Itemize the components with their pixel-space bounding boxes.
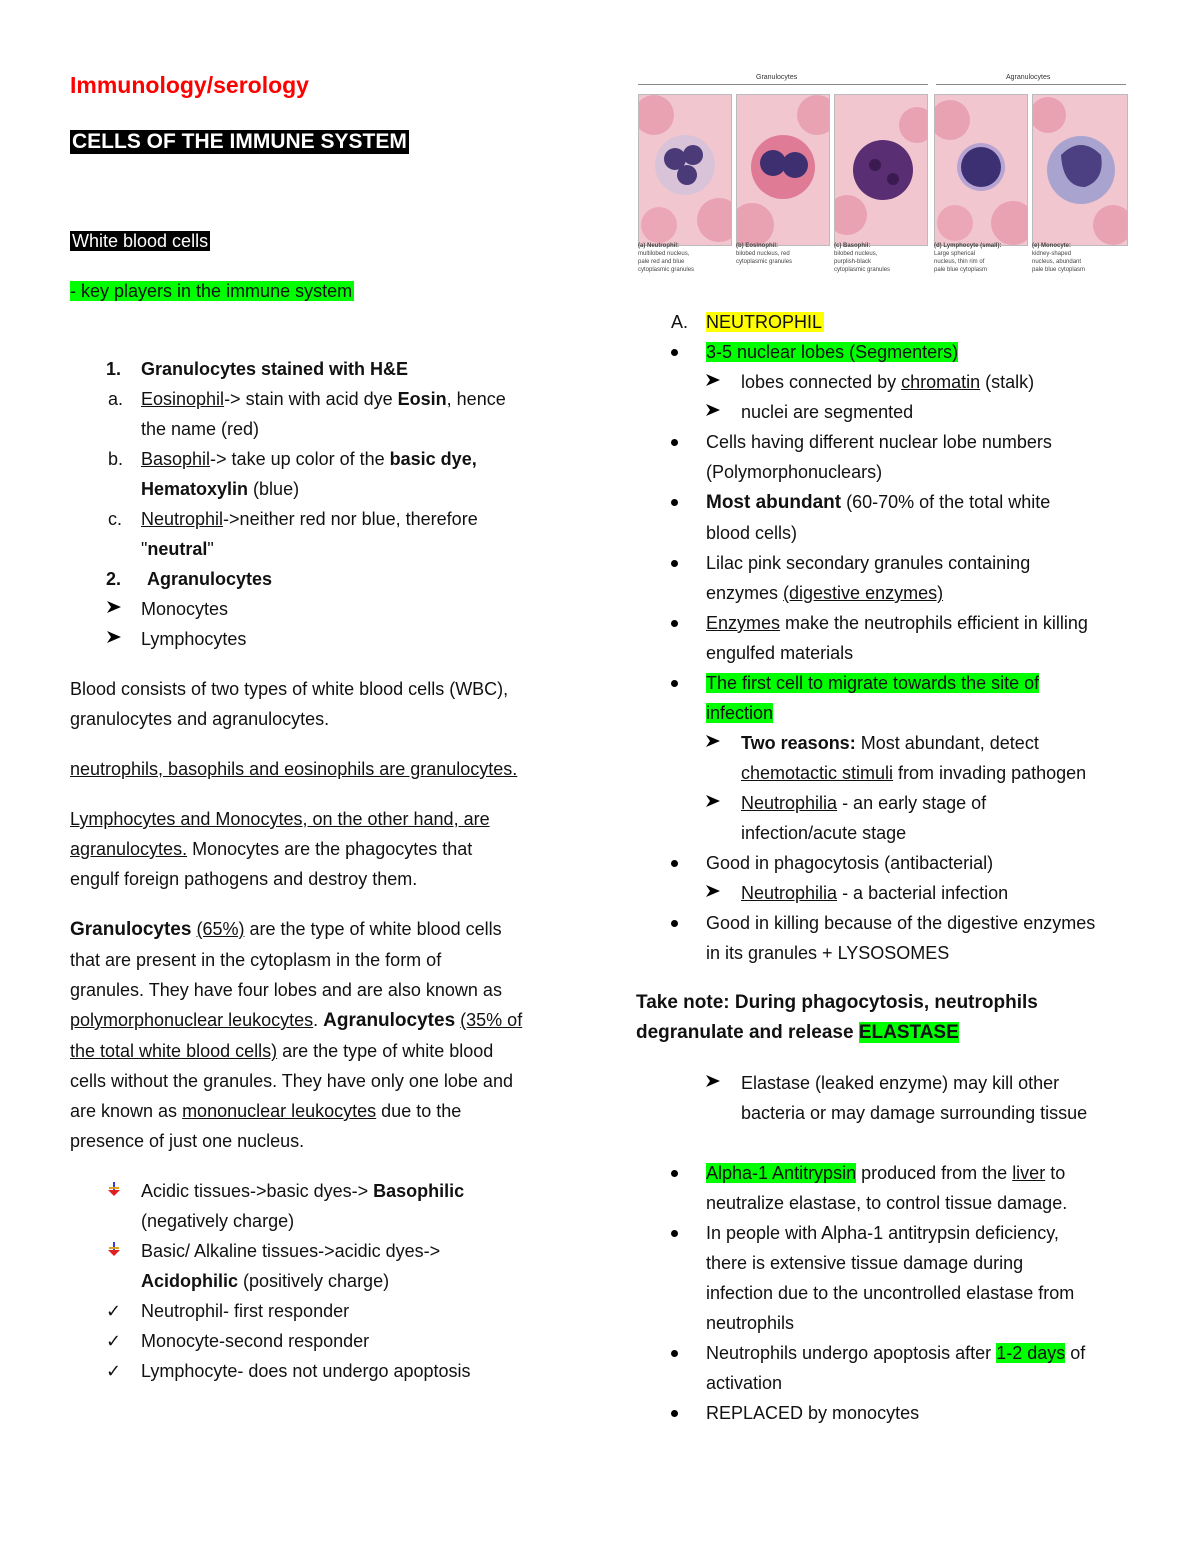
list-item-granulocytes: 1. Granulocytes stained with H&E [106,359,409,379]
list-item-second-responder: ✓ Monocyte-second responder [70,1326,570,1356]
figure-group-label: Granulocytes [756,74,798,81]
take-note: Take note: During phagocytosis, neutrophils degranulate and release ELASTASE [636,992,1038,1043]
list-item-killing: Good in killing because of the digestive enzymes in its granules + LYSOSOMES [636,908,1136,968]
arrow-bullet-icon [705,1068,721,1098]
arrow-bullet-icon [106,594,122,624]
lymphocyte-micrograph [934,94,1028,246]
list-item-polymorphonuclears: Cells having different nuclear lobe numbers (Polymorphonuclears) [636,427,1136,487]
figure-caption: (b) Eosinophil: bilobed nucleus, red cytoplasmic granules [736,243,793,265]
list-item-two-reasons: Two reasons: Most abundant, detect chemotactic stimuli from invading pathogen [636,728,1136,788]
list-item-apoptosis: Neutrophils undergo apoptosis after 1-2 days of activation [636,1338,1136,1398]
checkmark-icon: ✓ [106,1331,122,1351]
bullet-icon [671,349,678,356]
figure-caption: (d) Lymphocyte (small): Large spherical nucleus, thin rim of pale blue cytoplasm [934,243,1002,273]
checkmark-icon: ✓ [106,1301,122,1321]
list-item-first-cell: The first cell to migrate towards the site of infection [636,668,1136,728]
pushpin-bullet-icon [106,1176,122,1206]
blood-cells-figure [636,72,1128,282]
bullet-icon [671,1350,678,1357]
bullet-icon [671,620,678,627]
list-item-replaced: REPLACED by monocytes [636,1398,1136,1428]
arrow-bullet-icon [106,624,122,654]
bullet-icon [671,860,678,867]
bullet-icon [671,920,678,927]
paragraph-agranulocytes: Lymphocytes and Monocytes, on the other hand, are agranulocytes. Monocytes are the phagocytes that engulf foreign pathogens and destroy them. [70,809,490,889]
list-item-most-abundant: Most abundant (60-70% of the total white blood cells) [636,487,1136,548]
list-item-neutrophilia-early: Neutrophilia - an early stage of infection/acute stage [636,788,1136,848]
basophil-micrograph [834,94,928,246]
bullet-icon [671,499,678,506]
figure-caption: (a) Neutrophil: multilobed nucleus, pale red and blue cytoplasmic granules [638,243,695,273]
list-item-phagocytosis: Good in phagocytosis (antibacterial) [636,848,1136,878]
list-item-neutrophil: c. Neutrophil->neither red nor blue, therefore "neutral" [108,509,478,559]
paragraph-granulocytes-detail: Granulocytes (65%) are the type of white blood cells that are present in the cytoplasm in the form of granules. They have four lobes and are also known as polymorphonuclear leukocytes. Agranulocytes (35% of the total white blood cells) are the type of white blood cells without the granules. They have only one lobe and are known as mononuclear leukocytes due to the presence of just one nucleus. [70,919,523,1151]
list-item-lymphocyte-apoptosis: ✓ Lymphocyte- does not undergo apoptosis [70,1356,570,1386]
list-item-eosinophil: a. Eosinophil-> stain with acid dye Eosin, hence the name (red) [108,389,506,439]
bullet-icon [671,560,678,567]
figure-caption: (c) Basophil: bilobed nucleus, purplish-black cytoplasmic granules [834,243,891,273]
wbc-note: - key players in the immune system [70,281,353,301]
arrow-bullet-icon [705,878,721,908]
list-item-acidic-tissues: Acidic tissues->basic dyes-> Basophilic (negatively charge) [70,1176,570,1236]
checkmark-icon: ✓ [106,1361,122,1381]
list-item-monocytes: Monocytes [70,594,570,624]
bullet-icon [671,1170,678,1177]
list-item-basic-tissues: Basic/ Alkaline tissues->acidic dyes-> Acidophilic (positively charge) [70,1236,570,1296]
bullet-icon [671,680,678,687]
eosinophil-micrograph [736,94,830,246]
monocyte-micrograph [1032,94,1128,246]
right-column [636,307,1136,1428]
pushpin-bullet-icon [106,1236,122,1266]
list-item-granules: Lilac pink secondary granules containing enzymes (digestive enzymes) [636,548,1136,608]
list-item-agranulocytes: 2. Agranulocytes [106,569,273,589]
list-item-basophil: b. Basophil-> take up color of the basic dye, Hematoxylin (blue) [108,449,477,499]
list-item-deficiency: In people with Alpha-1 antitrypsin deficiency, there is extensive tissue damage during infection due to the uncontrolled elastase from neutrophils [636,1218,1136,1338]
figure-caption: (e) Monocyte: kidney-shaped nucleus, abundant pale blue cytoplasm [1032,243,1086,273]
bullet-icon [671,439,678,446]
list-item-lymphocytes: Lymphocytes [70,624,570,654]
list-item-alpha1: Alpha-1 Antitrypsin produced from the liver to neutralize elastase, to control tissue damage. [636,1158,1136,1218]
bullet-icon [671,1410,678,1417]
bullet-icon [671,1230,678,1237]
paragraph-wbc-types: Blood consists of two types of white blood cells (WBC), granulocytes and agranulocytes. [70,679,509,729]
list-item-segmented: nuclei are segmented [636,397,1136,427]
figure-group-label: Agranulocytes [1006,74,1051,81]
list-item-neutrophilia-bacterial: Neutrophilia - a bacterial infection [636,878,1136,908]
arrow-bullet-icon [705,397,721,427]
paragraph-granulocytes-list: neutrophils, basophils and eosinophils are granulocytes. [70,759,518,779]
arrow-bullet-icon [705,367,721,397]
wbc-label: White blood cells [72,231,209,251]
document-title: Immunology/serology [70,72,309,98]
section-heading: CELLS OF THE IMMUNE SYSTEM [72,130,407,153]
list-item-chromatin: lobes connected by chromatin (stalk) [636,367,1136,397]
list-item-enzymes: Enzymes make the neutrophils efficient in killing engulfed materials [636,608,1136,668]
arrow-bullet-icon [705,788,721,818]
list-item-nuclear-lobes: 3-5 nuclear lobes (Segmenters) [636,337,1136,367]
neutrophil-micrograph [638,94,732,246]
list-item-elastase: Elastase (leaked enzyme) may kill other bacteria or may damage surrounding tissue [636,1068,1136,1128]
arrow-bullet-icon [705,728,721,758]
left-column [70,72,570,1386]
section-neutrophil-heading: A. NEUTROPHIL [671,312,823,332]
list-item-first-responder: ✓ Neutrophil- first responder [70,1296,570,1326]
